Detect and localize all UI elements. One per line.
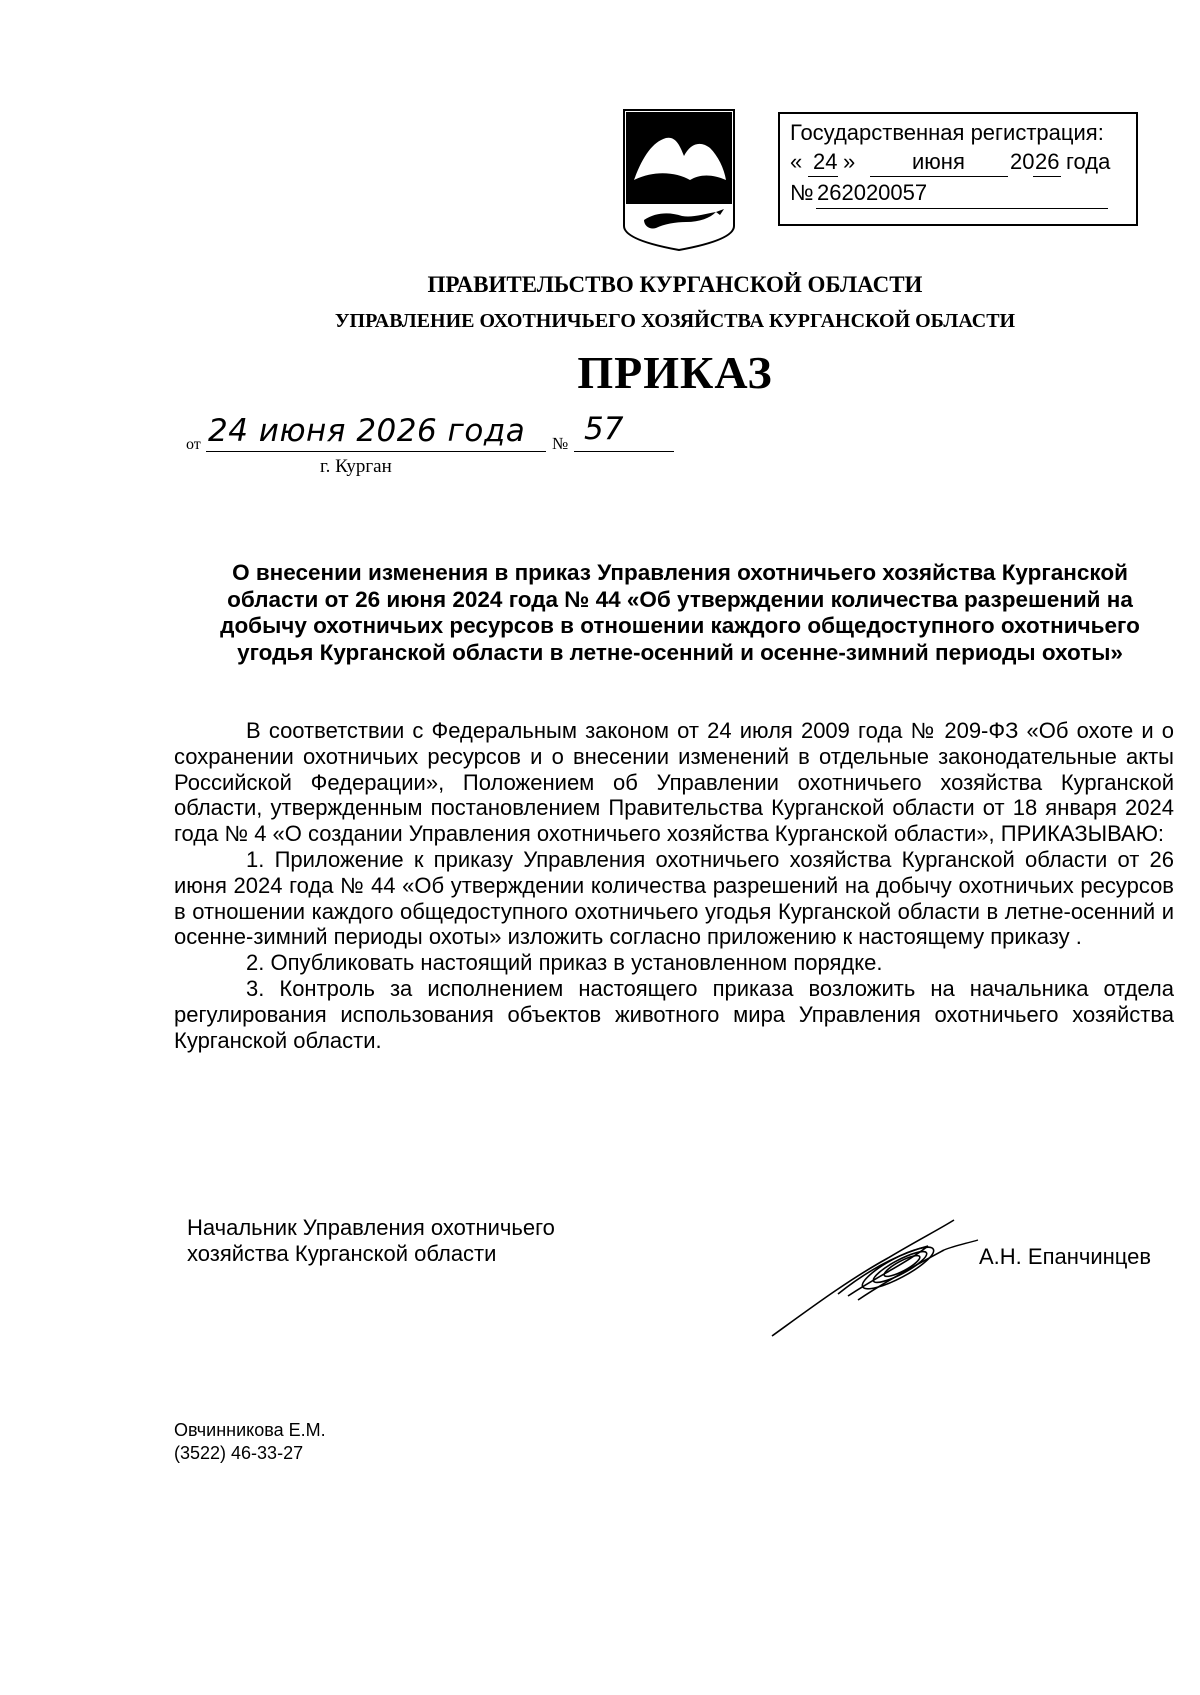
registration-month-underline — [870, 176, 1008, 177]
order-date-handwritten: 24 июня 2026 года — [208, 413, 526, 449]
order-date-underline — [206, 451, 546, 452]
registration-number: 262020057 — [817, 180, 928, 205]
order-number-underline — [574, 451, 674, 452]
registration-title: Государственная регистрация: — [790, 120, 1104, 145]
executor-phone: (3522) 46-33-27 — [174, 1443, 304, 1463]
order-number-handwritten: 57 — [584, 411, 624, 447]
body-item-1: 1. Приложение к приказу Управления охотничьего хозяйства Курганской области от 26 июня 2024 года № 44 «Об утверждении количества разрешений на добычу охотничьих ресурсов в отношении каждого общедоступного охотничьего угодья Курганской области в летне-осенний и осенне-зимний периоды охоты» изложить согласно приложению к настоящему приказу . — [174, 846, 1174, 950]
order-date-prefix: от — [186, 436, 201, 453]
registration-stamp — [778, 112, 1138, 226]
signatory-position-line1: Начальник Управления охотничьего — [187, 1215, 555, 1240]
department-name: УПРАВЛЕНИЕ ОХОТНИЧЬЕГО ХОЗЯЙСТВА КУРГАНСКОЙ ОБЛАСТИ — [334, 310, 1016, 332]
registration-number-sign: № — [790, 180, 814, 205]
body-item-3: 3. Контроль за исполнением настоящего приказа возложить на начальника отдела регулирования использования объектов животного мира Управления охотничьего хозяйства Курганской области. — [174, 975, 1174, 1053]
registration-year-prefix: 20 — [1010, 149, 1035, 174]
order-body — [174, 718, 1174, 1053]
body-preamble: В соответствии с Федеральным законом от 24 июля 2009 года № 209-ФЗ «Об охоте и о сохранении охотничьих ресурсов и о внесении изменений в отдельные законодательные акты Российской Федерации», Положением об Управлении охотничьего хозяйства Курганской области, утвержденным постановлением Правительства Курганской области от 18 января 2024 года № 4 «О создании Управления охотничьего хозяйства Курганской области», ПРИКАЗЫВАЮ: — [174, 718, 1174, 847]
coat-of-arms-emblem — [620, 108, 738, 253]
registration-year-suffix: 26 — [1035, 149, 1060, 174]
signatory-position — [187, 1215, 555, 1267]
registration-day: 24 — [813, 149, 838, 174]
registration-quote-open: « — [790, 149, 803, 174]
registration-year-word: года — [1066, 149, 1111, 174]
registration-day-underline — [808, 176, 838, 177]
registration-year-underline — [1033, 176, 1061, 177]
order-subject: О внесении изменения в приказ Управления охотничьего хозяйства Курганской области от 26 июня 2024 года № 44 «Об утверждении количества разрешений на добычу охотничьих ресурсов в отношении каждого общедоступного охотничьего угодья Курганской области в летне-осенний и осенне-зимний периоды охоты» — [220, 560, 1140, 665]
executor-name: Овчинникова Е.М. — [174, 1420, 326, 1440]
signatory-position-line2: хозяйства Курганской области — [187, 1241, 497, 1266]
registration-quote-close: » — [843, 149, 856, 174]
order-city: г. Курган — [320, 456, 392, 477]
registration-month: июня — [912, 149, 965, 174]
government-name: ПРАВИТЕЛЬСТВО КУРГАНСКОЙ ОБЛАСТИ — [427, 272, 923, 297]
document-type: ПРИКАЗ — [577, 347, 773, 398]
handwritten-signature — [768, 1210, 988, 1340]
signatory-name: А.Н. Епанчинцев — [979, 1244, 1152, 1269]
executor-info — [174, 1419, 326, 1465]
body-item-2: 2. Опубликовать настоящий приказ в установленном порядке. — [246, 950, 883, 976]
order-number-sign: № — [552, 434, 569, 453]
registration-number-underline — [816, 208, 1108, 209]
